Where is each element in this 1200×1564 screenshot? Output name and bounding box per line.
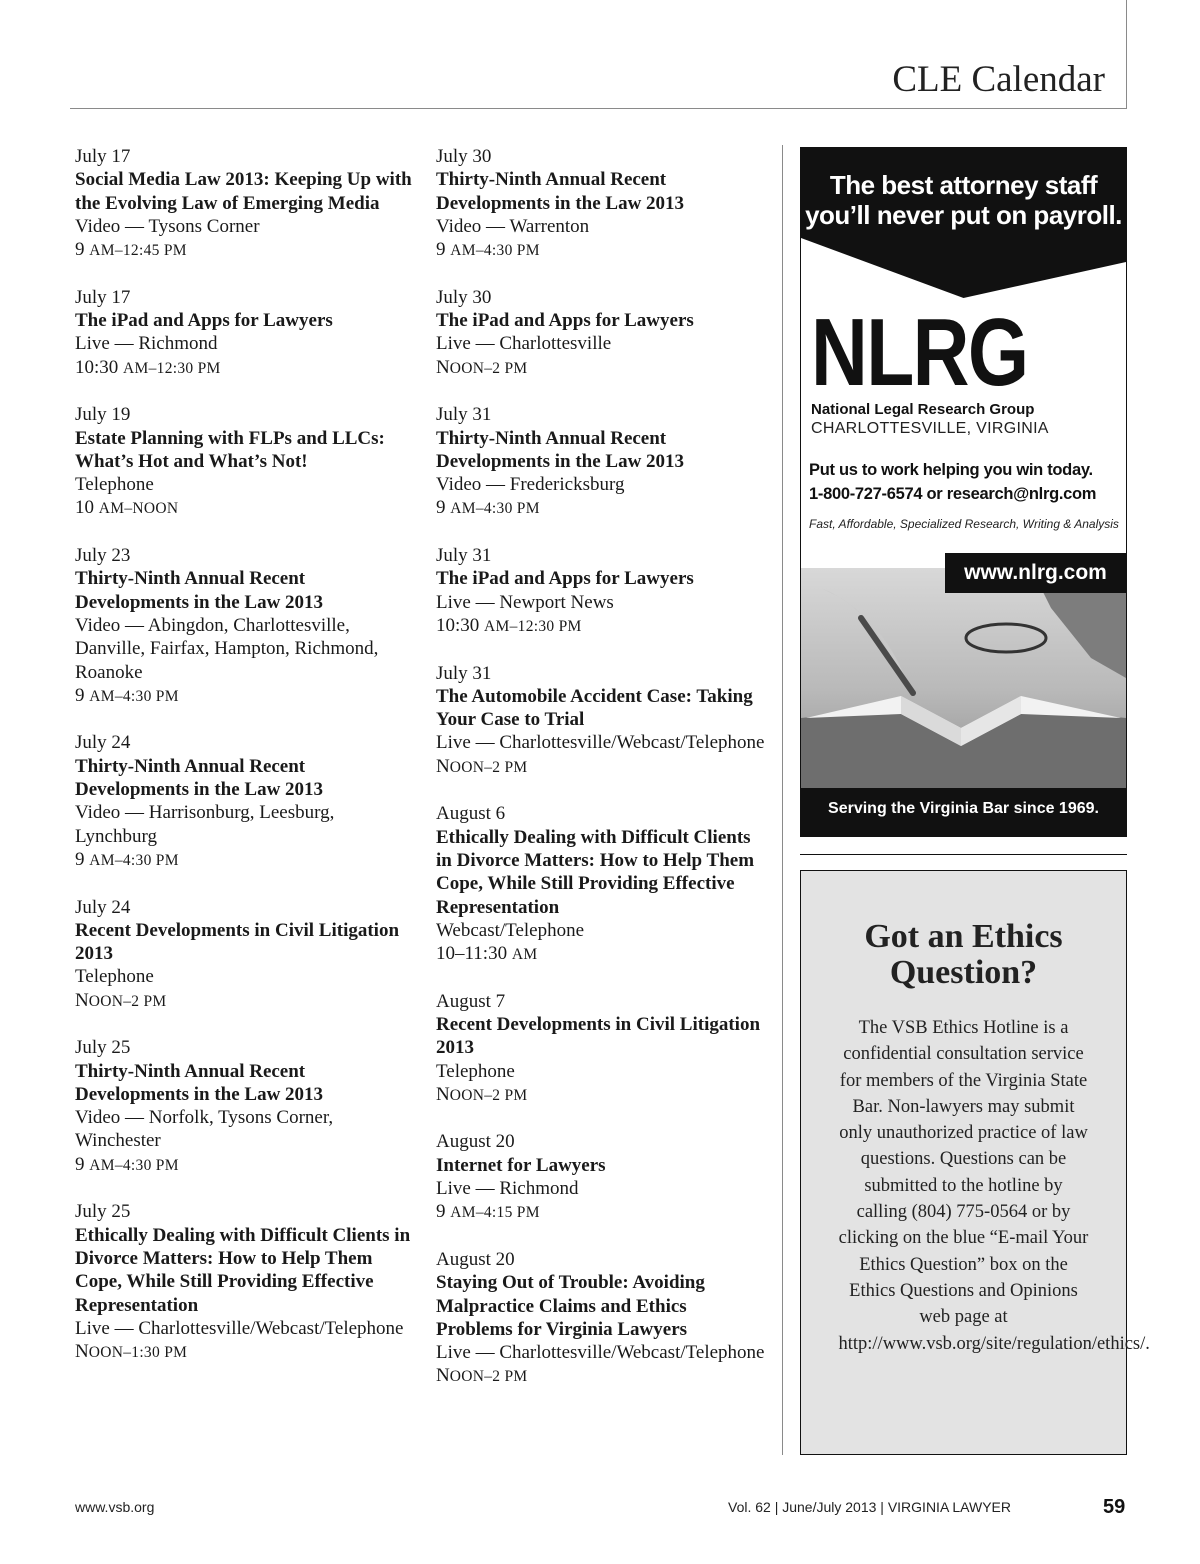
event-location: Video — Fredericksburg: [436, 474, 625, 496]
event-title: Thirty-Ninth Annual Recent Developments in the Law 2013: [75, 755, 324, 801]
event-location: Live — Richmond: [436, 1178, 579, 1200]
event-time: [75, 1340, 415, 1364]
event-time-smallcaps: AM–N: [98, 500, 144, 518]
event-title: Recent Developments in Civil Litigation 2013: [436, 1013, 761, 1059]
ethics-heading-line-1: Got an Ethics: [864, 918, 1063, 955]
event-date: July 24: [75, 732, 131, 754]
event-listing: [436, 544, 766, 638]
event-location: Telephone: [436, 1060, 515, 1082]
event-date: July 23: [75, 545, 131, 567]
event-listing: [75, 1200, 415, 1364]
event-listing: [75, 145, 415, 262]
header-vertical-rule: [1126, 0, 1127, 109]
event-listing: [436, 286, 766, 380]
ad-footer: Serving the Virginia Bar since 1969.: [801, 788, 1126, 836]
nlrg-logo: NLRG: [811, 299, 1028, 406]
event-time-smallcaps: AM–12:30 PM: [123, 359, 221, 377]
event-time-smallcaps: AM–4:15 PM: [450, 1204, 540, 1222]
ad-tagline: [801, 170, 1126, 230]
event-time-prefix: N: [436, 356, 450, 378]
event-listing: [436, 802, 766, 966]
event-time: [436, 496, 766, 520]
event-date: July 25: [75, 1037, 131, 1059]
event-date: July 25: [75, 1201, 131, 1223]
event-time-prefix: 9: [436, 239, 451, 261]
event-time-suffix: OON: [143, 500, 179, 518]
event-time-smallcaps: AM: [511, 946, 538, 964]
event-time-smallcaps: OON–2 PM: [449, 1368, 528, 1386]
book-and-pen-illustration: [801, 568, 1126, 790]
event-location: Live — Newport News: [436, 591, 614, 613]
ad-tagline-line-1: The best attorney staff: [829, 170, 1098, 200]
event-time-smallcaps: OON–2 PM: [449, 758, 528, 776]
event-time-prefix: 9: [75, 848, 90, 870]
event-listing: [436, 1130, 766, 1224]
event-title: The iPad and Apps for Lawyers: [436, 568, 694, 590]
event-time: [75, 1153, 415, 1177]
event-title: Thirty-Ninth Annual Recent Developments in the Law 2013: [436, 169, 685, 214]
event-location: Video — Warrenton: [436, 215, 590, 237]
event-title: Ethically Dealing with Difficult Clients in Divorce Matters: How to Help Them Cope, While Still Providing Effective Representation: [436, 826, 755, 918]
ad-city: CHARLOTTESVILLE, VIRGINIA: [811, 420, 1049, 437]
event-location: Live — Charlottesville/Webcast/Telephone: [436, 1342, 765, 1364]
event-listing: [436, 145, 766, 262]
event-time: [436, 356, 766, 380]
events-column-left: [75, 145, 415, 1388]
event-time-smallcaps: OON–2 PM: [449, 1086, 528, 1104]
event-title: The iPad and Apps for Lawyers: [75, 310, 333, 332]
event-time-smallcaps: OON–2 PM: [88, 992, 167, 1010]
event-time: [436, 1364, 766, 1388]
event-date: July 31: [436, 662, 492, 684]
event-title: Thirty-Ninth Annual Recent Developments in the Law 2013: [436, 427, 685, 472]
event-location: Video — Harrisonburg, Leesburg, Lynchburg: [75, 802, 335, 847]
ad-tagline-line-2: you’ll never put on payroll.: [805, 200, 1122, 230]
event-time-smallcaps: OON–2 PM: [449, 359, 528, 377]
event-date: July 17: [75, 146, 131, 167]
event-date: July 17: [75, 286, 131, 308]
event-date: July 31: [436, 545, 492, 567]
event-title: Ethically Dealing with Difficult Clients in Divorce Matters: How to Help Them Cope, While Still Providing Effective Representation: [75, 1224, 411, 1316]
event-listing: [436, 662, 766, 779]
event-time-smallcaps: AM–4:30 PM: [450, 242, 540, 260]
event-title: Recent Developments in Civil Litigation 2013: [75, 919, 400, 965]
ad-photo-book-and-pen: [801, 568, 1126, 790]
event-time-prefix: N: [436, 755, 450, 777]
event-listing: [436, 1248, 766, 1389]
event-time: [75, 684, 415, 708]
ad-website-link[interactable]: www.nlrg.com: [945, 553, 1126, 593]
event-listing: [75, 1036, 415, 1177]
event-listing: [75, 403, 415, 520]
event-location: Live — Charlottesville/Webcast/Telephone: [436, 732, 765, 754]
event-date: July 30: [436, 286, 492, 308]
event-time-prefix: 9: [436, 1201, 451, 1223]
event-listing: [436, 990, 766, 1107]
ethics-heading-line-2: Question?: [889, 954, 1038, 991]
event-listing: [436, 403, 766, 520]
ad-call-to-action: Put us to work helping you win today.: [809, 461, 1093, 479]
header-rule: [70, 108, 1127, 109]
event-title: Estate Planning with FLPs and LLCs: What’s Hot and What’s Not!: [75, 427, 385, 472]
event-time-prefix: N: [75, 1341, 89, 1363]
event-time: [436, 942, 766, 966]
page-number: 59: [1103, 1496, 1126, 1518]
event-listing: [75, 896, 415, 1013]
event-time-prefix: 10: [75, 497, 99, 519]
event-location: Live — Richmond: [75, 333, 218, 355]
event-time: [436, 1083, 766, 1107]
event-time-prefix: 9: [75, 684, 90, 706]
event-time-prefix: 10:30: [436, 614, 485, 636]
event-location: Video — Tysons Corner: [75, 215, 260, 237]
event-listing: [75, 731, 415, 872]
event-listing: [75, 544, 415, 708]
event-time: [75, 989, 415, 1013]
event-time-smallcaps: AM–4:30 PM: [450, 500, 540, 518]
ethics-heading: [801, 919, 1126, 991]
event-title: The Automobile Accident Case: Taking Your Case to Trial: [436, 685, 753, 731]
event-date: July 31: [436, 404, 492, 426]
event-date: August 20: [436, 1248, 515, 1270]
event-time: [75, 848, 415, 872]
event-location: Live — Charlottesville: [436, 333, 612, 355]
event-time: [75, 496, 415, 520]
section-title: CLE Calendar: [892, 59, 1105, 100]
ad-org-name: National Legal Research Group: [811, 401, 1035, 418]
event-title: The iPad and Apps for Lawyers: [436, 310, 694, 332]
ethics-body: The VSB Ethics Hotline is a confidential consultation service for members of the Virginia State Bar. Non-lawyers may submit only unauthorized practice of law questions. Questions can be submitted to the hotline by calling (804) 775-0564 or by clicking on the blue “E-mail Your Ethics Question” box on the Ethics Questions and Opinions web page at http://www.vsb.org/site/regulation/ethics/.: [838, 1018, 1150, 1354]
event-title: Thirty-Ninth Annual Recent Developments in the Law 2013: [75, 568, 324, 613]
event-time-smallcaps: OON–1:30 PM: [88, 1344, 188, 1362]
ethics-question-box: [800, 870, 1150, 1455]
event-date: July 24: [75, 896, 131, 918]
event-location: Live — Charlottesville/Webcast/Telephone: [75, 1317, 404, 1339]
event-time-prefix: 10:30: [75, 356, 124, 378]
event-time: [436, 755, 766, 779]
event-time: [436, 614, 766, 638]
event-title: Internet for Lawyers: [436, 1154, 606, 1176]
event-listing: [75, 286, 415, 380]
event-time-prefix: 9: [436, 497, 451, 519]
nlrg-advertisement[interactable]: [800, 147, 1127, 837]
footer-issue: Vol. 62 | June/July 2013 | VIRGINIA LAWYER: [728, 1499, 1012, 1515]
event-date: July 19: [75, 404, 131, 426]
event-time-prefix: 10–11:30: [436, 943, 512, 965]
footer-website[interactable]: www.vsb.org: [75, 1499, 155, 1515]
event-time-prefix: N: [75, 989, 89, 1011]
event-date: August 7: [436, 990, 506, 1012]
event-location: Webcast/Telephone: [436, 919, 585, 941]
column-divider: [782, 145, 783, 1455]
event-time: [436, 1200, 766, 1224]
event-title: Staying Out of Trouble: Avoiding Malpractice Claims and Ethics Problems for Virginia Lawyers: [436, 1272, 705, 1340]
event-time: [436, 238, 766, 262]
event-location: Telephone: [75, 474, 154, 496]
event-time: [75, 238, 415, 262]
event-date: August 20: [436, 1131, 515, 1153]
events-column-middle: [436, 145, 766, 1412]
event-time-smallcaps: AM–4:30 PM: [89, 687, 179, 705]
event-title: Social Media Law 2013: Keeping Up with the Evolving Law of Emerging Media: [75, 169, 412, 214]
event-time-smallcaps: AM–4:30 PM: [89, 851, 179, 869]
event-location: Video — Abingdon, Charlottesville, Danville, Fairfax, Hampton, Richmond, Roanoke: [75, 614, 379, 683]
event-time: [75, 356, 415, 380]
sidebar-rule: [800, 854, 1127, 855]
event-time-prefix: 9: [75, 239, 90, 261]
event-time-prefix: N: [436, 1365, 450, 1387]
event-time-prefix: 9: [75, 1153, 90, 1175]
event-location: Video — Norfolk, Tysons Corner, Winchester: [75, 1107, 334, 1152]
event-time-prefix: N: [436, 1083, 450, 1105]
event-location: Telephone: [75, 966, 154, 988]
ad-contact: 1-800-727-6574 or research@nlrg.com: [809, 485, 1097, 503]
ad-subline: Fast, Affordable, Specialized Research, Writing & Analysis: [809, 517, 1119, 531]
event-time-smallcaps: AM–12:30 PM: [484, 617, 582, 635]
event-date: July 30: [436, 146, 492, 167]
event-time-smallcaps: AM–12:45 PM: [89, 242, 187, 260]
event-date: August 6: [436, 803, 506, 825]
event-title: Thirty-Ninth Annual Recent Developments in the Law 2013: [75, 1060, 324, 1105]
event-time-smallcaps: AM–4:30 PM: [89, 1156, 179, 1174]
